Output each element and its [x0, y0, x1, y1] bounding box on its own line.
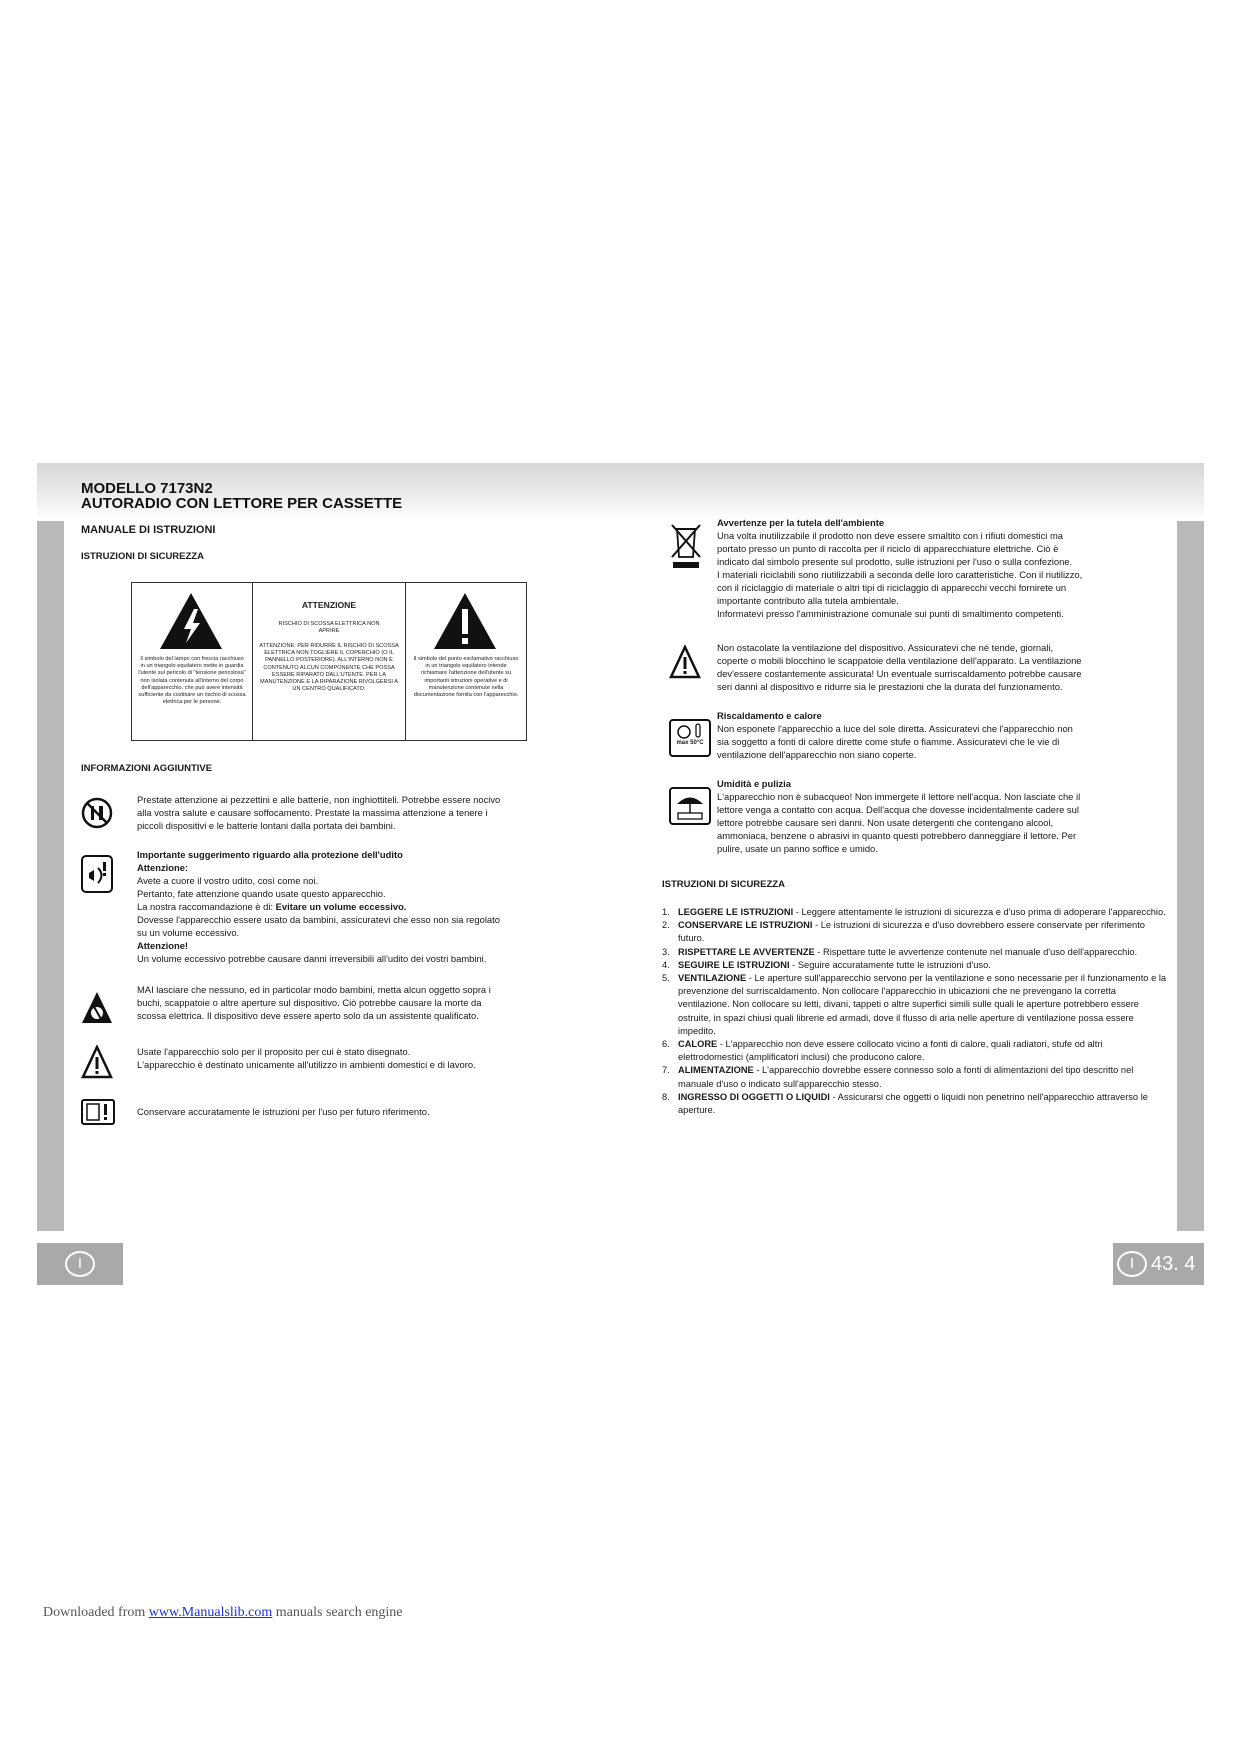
- product-title: AUTORADIO CON LETTORE PER CASSETTE: [81, 495, 403, 512]
- env-line: portato presso un punto di raccolta per il riciclo di apparecchiature elettriche. Ciò è: [717, 543, 1059, 554]
- env-line: Informatevi presso l'amministrazione comunale sui punti di smaltimento competenti.: [717, 608, 1064, 619]
- hearing-line: su un volume eccessivo.: [137, 927, 240, 938]
- humidity-line: pulire, usate un panno soffice e umido.: [717, 843, 878, 854]
- objects-line: buchi, scappatoie o altre aperture sul dispositivo. Ciò potrebbe causare la morte da: [137, 997, 482, 1008]
- manual-title: MANUALE DI ISTRUZIONI: [81, 524, 216, 536]
- left-page-tab: [37, 1243, 123, 1285]
- item-text: - Seguire accuratamente tutte le istruzioni d'uso.: [789, 959, 991, 970]
- humidity-line: L'apparecchio non è subacqueo! Non immergete il lettore nell'acqua. Non lasciate che il: [717, 791, 1081, 802]
- umbrella-device-icon: [671, 789, 709, 823]
- warning-box: [131, 582, 527, 741]
- safety-list-item: [662, 972, 1167, 1038]
- info-choking-line: Prestate attenzione ai pezzettini e alle batterie, non inghiottiteli. Potrebbe essere nocivo: [137, 794, 501, 805]
- env-line: importante contributo alla tutela ambientale.: [717, 595, 899, 606]
- exclamation-symbol-text: Il simbolo del punto esclamativo racchiuso in un triangolo equilatero intende richiamare l'attenzione dell'utente su importanti istruzioni operative e di manutenzione contenute nella documentazione fornita con l'apparecchio.: [413, 656, 519, 699]
- right-page-tab: [1113, 1243, 1204, 1285]
- language-marker: I: [1117, 1251, 1147, 1277]
- safety-list-item: [662, 946, 1167, 959]
- heat-line: sia soggetto a fonti di calore dirette come stufe o fiamme. Assicuratevi che le vie di: [717, 736, 1060, 747]
- hearing-line: Dovesse l'apparecchio essere usato da bambini, assicuratevi che esso non sia regolato: [137, 914, 500, 925]
- safety-list-item: [662, 1038, 1167, 1064]
- safety-title: ISTRUZIONI DI SICUREZZA: [81, 551, 204, 562]
- page-number: 43. 4: [1151, 1253, 1196, 1275]
- item-number: 7.: [662, 1065, 670, 1076]
- env-line: indicato dal simbolo presente sul prodotto, sulle istruzioni per l'uso o sulla confezione.: [717, 556, 1073, 567]
- warning-lightning-cell: [132, 583, 253, 740]
- attenzione-heading: ATTENZIONE: [301, 600, 357, 610]
- item-heading: LEGGERE LE ISTRUZIONI: [678, 907, 794, 917]
- item-number: 6.: [662, 1039, 670, 1050]
- info-title: INFORMAZIONI AGGIUNTIVE: [81, 763, 213, 774]
- item-number: 3.: [662, 946, 670, 957]
- exclamation-warning-icon: [432, 591, 498, 651]
- hearing-recommendation: [137, 900, 406, 913]
- ventilation-caution-icon: [669, 645, 701, 679]
- warning-exclamation-cell: [406, 583, 526, 740]
- hearing-warning-icon: [81, 855, 113, 893]
- shock-risk-text: RISCHIO DI SCOSSA ELETTRICA NON APRIRE: [278, 621, 380, 635]
- item-heading: ALIMENTAZIONE: [678, 1065, 754, 1076]
- info-choking-line: alla vostra salute e causare soffocamento. Prestate la massima attenzione a tenere i: [137, 807, 488, 818]
- hearing-attention: Attenzione:: [137, 862, 189, 873]
- objects-line: scossa elettrica. Il dispositivo deve essere aperto solo da un assistente qualificato.: [137, 1010, 479, 1021]
- item-heading: CALORE: [678, 1039, 718, 1050]
- item-heading: INGRESSO DI OGGETTI O LIQUIDI: [678, 1091, 830, 1102]
- hearing-attention-2: Attenzione!: [137, 940, 189, 951]
- safety-list-item: [662, 1091, 1167, 1117]
- env-line: Una volta inutilizzabile il prodotto non deve essere smaltito con i rifiuti domestici ma: [717, 530, 1063, 541]
- safety-list-item: [662, 1064, 1167, 1090]
- item-number: 8.: [662, 1091, 670, 1102]
- objects-line: MAI lasciare che nessuno, ed in particolar modo bambini, metta alcun oggetto sopra i: [137, 984, 491, 995]
- object-insertion-warning-icon: [81, 991, 113, 1025]
- heat-icon-label: max 50°C: [676, 740, 704, 746]
- caution-icon: [81, 1045, 113, 1079]
- heat-icon: [669, 719, 711, 757]
- footer-suffix: manuals search engine: [272, 1605, 403, 1620]
- footer-prefix: Downloaded from: [43, 1605, 149, 1620]
- vent-line: seri danni al dispositivo e ridurre sia le prestazioni che la durata del funzionamento.: [717, 681, 1063, 692]
- language-marker: I: [65, 1251, 95, 1277]
- manual-spread: [37, 463, 1204, 1287]
- vent-line: coperte o mobili blocchino le scappatoie della ventilazione dell'apparato. La ventilazione: [717, 655, 1082, 666]
- item-text: - L'apparecchio non deve essere collocato vicino a fonti di calore, quali radiatori, stufe od altri elettrodomestici (amplificatori inclusi) che producono calore.: [678, 1039, 1103, 1063]
- hearing-line: Un volume eccessivo potrebbe causare danni irreversibili all'udito dei vostri bambini.: [137, 953, 487, 964]
- lightning-symbol-text: Il simbolo del lampo con freccia racchiuso in un triangolo equilatero mette in guardia l'utente sul pericolo di "tensione pericolosa" non isolata contenuta all'interno del corpo dell'apparecchio, che può avere intensità sufficiente da costituire un rischio di scossa elettrica per le persone.: [138, 656, 246, 706]
- manual-book-icon: [81, 1099, 115, 1125]
- heat-line: Non esponete l'apparecchio a luce del sole diretta. Assicuratevi che l'apparecchio non: [717, 723, 1073, 734]
- item-number: 1.: [662, 907, 670, 917]
- cover-warning-text: ATTENZIONE: PER RIDURRE IL RISCHIO DI SCOSSA ELETTRICA NON TOGLIERE IL COPERCHIO (O IL PANNELLO POSTERIORE). ALL'INTERNO NON È CONTENUTO ALCUN COMPONENTE CHE POSSA ESSERE RIPARATO DALL'UTENTE. PER LA MANUTENZIONE E LA RIPARAZIONE RIVOLGERSI A UN CENTRO QUALIFICATO.: [259, 643, 399, 693]
- manualslib-link[interactable]: www.Manualslib.com: [148, 1605, 273, 1620]
- humidity-icon: [669, 787, 711, 825]
- vent-line: dev'essere costantemente assicurata! Un eventuale surriscaldamento potrebbe causare: [717, 668, 1082, 679]
- use-line: Usate l'apparecchio solo per il proposito per cui è stato disegnato.: [137, 1046, 411, 1057]
- item-number: 5.: [662, 973, 670, 984]
- item-number: 4.: [662, 959, 670, 970]
- safety-list-item: [662, 906, 1167, 919]
- sun-thermometer-icon: [671, 721, 709, 741]
- no-swallow-icon: [81, 797, 113, 829]
- heat-title: Riscaldamento e calore: [717, 710, 822, 721]
- warning-center-cell: [253, 583, 406, 740]
- hearing-line: Pertanto, fate attenzione quando usate questo apparecchio.: [137, 888, 386, 899]
- heat-line: ventilazione dell'apparecchio non siano coperte.: [717, 749, 917, 760]
- env-line: I materiali riciclabili sono riutilizzabili a seconda delle loro caratteristiche. Con il riutilizzo,: [717, 569, 1083, 580]
- hearing-title: Importante suggerimento riguardo alla protezione dell'udito: [137, 849, 403, 860]
- item-text: - Leggere attentamente le istruzioni di sicurezza e d'uso prima di adoperare l'apparecchio.: [793, 907, 1166, 917]
- item-heading: RISPETTARE LE AVVERTENZE: [678, 946, 815, 957]
- item-text: - Assicurarsi che oggetti o liquidi non penetrino nell'apparecchio attraverso le aperture.: [678, 1091, 1148, 1116]
- humidity-line: ammoniaca, benzene o abrasivi in quanto questi potrebbero danneggiare il lettore. Per: [717, 830, 1077, 841]
- humidity-title: Umidità e pulizia: [717, 778, 791, 789]
- item-text: - Rispettare tutte le avvertenze contenute nel manuale d'uso dell'apparecchio.: [814, 946, 1138, 957]
- vent-line: Non ostacolate la ventilazione del dispositivo. Assicuratevi che né tende, giornali,: [717, 642, 1054, 653]
- humidity-line: lettore venga a contatto con acqua. Dell'acqua che dovesse incidentalmente cadere sul: [717, 804, 1079, 815]
- safety-list-item: [662, 919, 1167, 945]
- download-footer: [43, 1605, 403, 1621]
- item-text: - L'apparecchio dovrebbe essere connesso solo a fonti di alimentazioni del tipo descritto nel manuale d'uso o indicato sull'apparecchio stesso.: [678, 1065, 1134, 1089]
- hearing-recommendation-prefix: La nostra raccomandazione è di:: [137, 901, 276, 912]
- info-choking-line: piccoli dispositivi e le batterie lontani dalla portata dei bambini.: [137, 820, 396, 831]
- right-side-bar: [1177, 521, 1204, 1231]
- item-number: 2.: [662, 920, 670, 931]
- safety-list-item: [662, 959, 1167, 972]
- safety-list: [662, 906, 1167, 1117]
- item-heading: CONSERVARE LE ISTRUZIONI: [678, 920, 813, 931]
- item-text: - Le aperture sull'apparecchio servono per la ventilazione e sono necessarie per il funzionamento e la prevenzione del surriscaldamento. Non collocare l'apparecchio in ubicazioni che ne prevengano la corretta ventilazione. Non collocare su letti, divani, tappeti o altre superfici simili sulle quali le aperture potrebbero essere ostruite, in spazi chiusi quali librerie ed armadi, dove il flusso di aria nelle aperture di ventilazione possa essere impedito.: [678, 973, 1167, 1036]
- item-heading: VENTILAZIONE: [678, 973, 747, 984]
- humidity-line: lettore potrebbe causare seri danni. Non usate detergenti che contengano alcool,: [717, 817, 1054, 828]
- item-heading: SEGUIRE LE ISTRUZIONI: [678, 959, 790, 970]
- item-text: - Le istruzioni di sicurezza e d'uso dovrebbero essere conservate per riferimento futuro.: [678, 920, 1145, 944]
- hearing-line: Avete a cuore il vostro udito, così come noi.: [137, 875, 319, 886]
- left-side-bar: [37, 521, 64, 1231]
- keep-manual-line: Conservare accuratamente le istruzioni per l'uso per futuro riferimento.: [137, 1106, 430, 1117]
- env-title: Avvertenze per la tutela dell'ambiente: [717, 517, 885, 528]
- weee-bin-icon: [669, 523, 703, 569]
- lightning-warning-icon: [158, 591, 224, 651]
- hearing-recommendation-bold: Evitare un volume eccessivo.: [275, 901, 407, 912]
- use-line: L'apparecchio è destinato unicamente all'utilizzo in ambienti domestici e di lavoro.: [137, 1059, 476, 1070]
- safety-instructions-title: ISTRUZIONI DI SICUREZZA: [662, 879, 785, 890]
- env-line: con il riciclaggio di materiale o altri tipi di riciclaggio di apparecchi vecchi fornirete un: [717, 582, 1067, 593]
- model-title: MODELLO 7173N2: [81, 480, 213, 497]
